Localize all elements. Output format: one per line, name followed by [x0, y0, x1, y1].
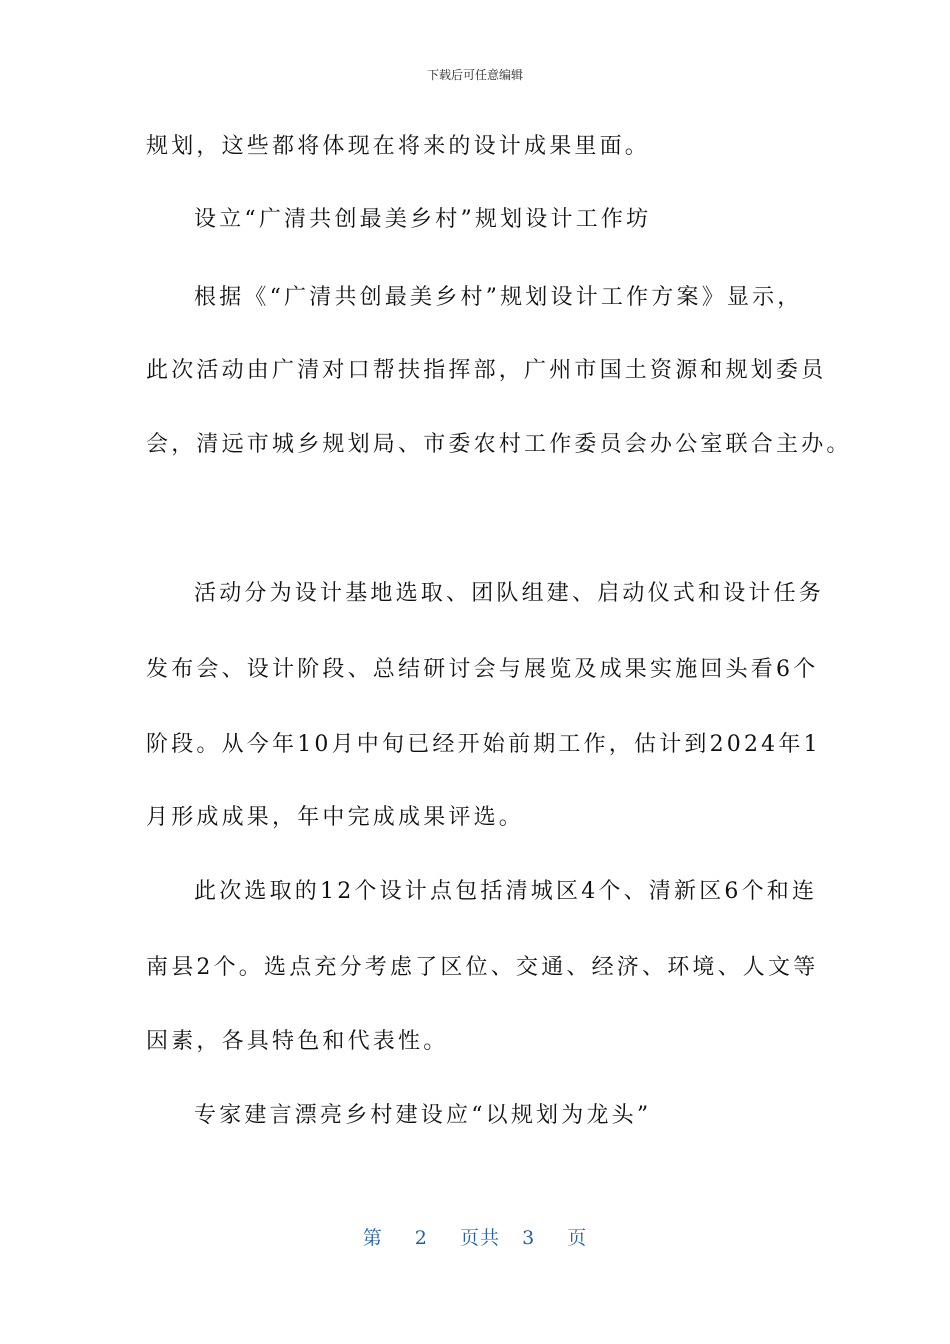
body-line: 阶段。从今年10月中旬已经开始前期工作，估计到2024年1	[146, 732, 821, 757]
page-header: 下载后可任意编辑	[426, 68, 523, 82]
body-line: 南县2个。选点充分考虑了区位、交通、经济、环境、人文等	[146, 955, 819, 980]
body-line: 活动分为设计基地选取、团队组建、启动仪式和设计任务	[194, 581, 825, 606]
section-heading: 专家建言漂亮乡村建设应“以规划为龙头”	[194, 1103, 652, 1128]
footer-prefix: 第	[362, 1227, 383, 1249]
footer-suffix: 页	[567, 1227, 588, 1249]
body-line: 月形成成果，年中完成成果评选。	[146, 805, 525, 830]
footer-current-page: 2	[414, 1227, 428, 1249]
body-line: 此次活动由广清对口帮扶指挥部，广州市国土资源和规划委员	[146, 358, 827, 383]
body-line: 发布会、设计阶段、总结研讨会与展览及成果实施回头看6个	[146, 657, 819, 682]
body-line: 规划，这些都将体现在将来的设计成果里面。	[146, 134, 651, 159]
body-line: 此次选取的12个设计点包括清城区4个、清新区6个和连	[194, 879, 818, 904]
page-footer	[0, 1226, 950, 1250]
section-heading: 设立“广清共创最美乡村”规划设计工作坊	[194, 207, 652, 232]
footer-total-pages: 3	[522, 1227, 536, 1249]
body-line: 根据《“广清共创最美乡村”规划设计工作方案》显示，	[194, 285, 803, 310]
body-line: 因素，各具特色和代表性。	[146, 1029, 449, 1054]
footer-mid: 页共	[459, 1227, 500, 1249]
body-line: 会，清远市城乡规划局、市委农村工作委员会办公室联合主办。	[146, 432, 852, 457]
